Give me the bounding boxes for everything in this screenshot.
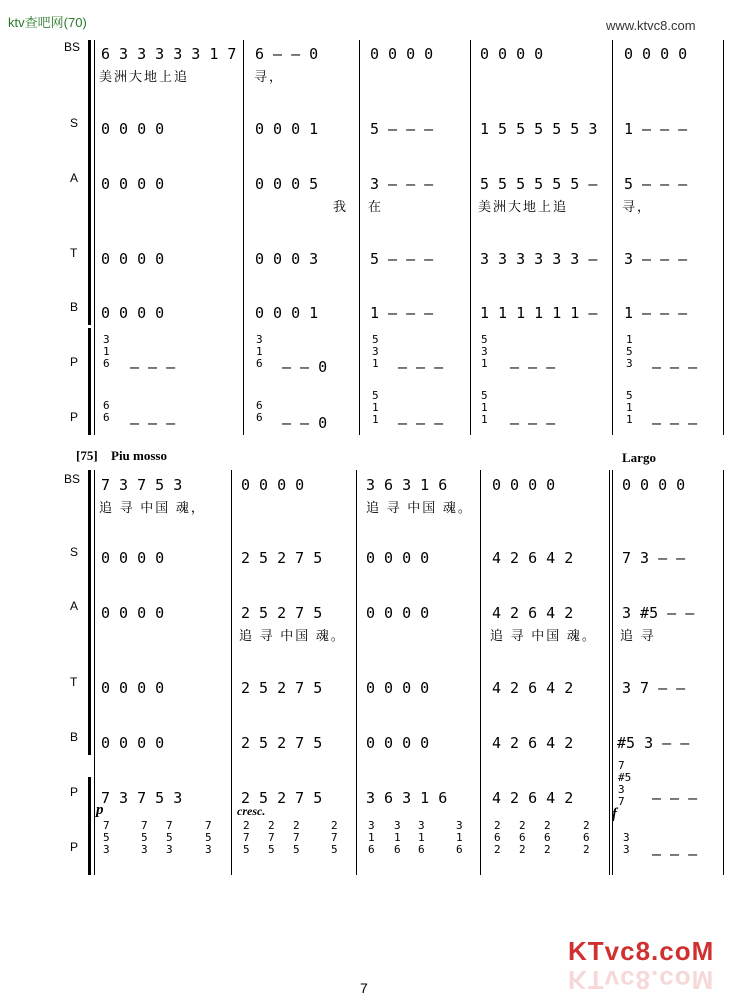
choir-bracket (88, 40, 91, 325)
t-measure-4: 3 3 3 3 3 3 – (480, 250, 598, 268)
part-label: P (70, 355, 79, 369)
p2-chord: 3 1 6 (418, 819, 425, 856)
t-measure-2: 0 0 0 3 (255, 250, 319, 268)
s-measure-5: 1 – – – (624, 120, 688, 138)
barline (723, 40, 724, 435)
barline (359, 40, 360, 435)
p1-measure-1: 7 3 7 5 3 (101, 789, 183, 807)
a-lyric: 追 寻 中国 魂。 (490, 628, 597, 643)
bs-lyric: 追 寻 中国 魂。 (366, 500, 473, 515)
a-lyric: 美洲大地上追 (478, 199, 569, 214)
bs-lyric: 美洲大地上追 (99, 69, 190, 84)
a-measure-3: 0 0 0 0 (366, 604, 430, 622)
s-measure-2: 2 5 2 7 5 (241, 549, 323, 567)
b-measure-4: 1 1 1 1 1 1 – (480, 304, 598, 322)
bs-measure-3: 0 0 0 0 (370, 45, 434, 63)
p1-measure-4: 4 2 6 4 2 (492, 789, 574, 807)
p2-chord: 2 7 5 (331, 819, 338, 856)
a-measure-4: 4 2 6 4 2 (492, 604, 574, 622)
b-measure-2: 0 0 0 1 (255, 304, 319, 322)
p2-measure-5: – – – (652, 845, 698, 863)
t-measure-3: 5 – – – (370, 250, 434, 268)
system-line (94, 40, 95, 435)
bs-measure-1: 6 3 3 3 3 3 1 7 (101, 45, 237, 63)
t-measure-1: 0 0 0 0 (101, 250, 165, 268)
barline (609, 470, 610, 875)
p2-chord: 3 1 6 (456, 819, 463, 856)
part-label: P (70, 785, 79, 799)
barline (480, 470, 481, 875)
part-label: B (70, 730, 79, 744)
p2-chord: 3 3 (623, 831, 630, 856)
t-measure-5: 3 7 – – (622, 679, 686, 697)
bs-measure-5: 0 0 0 0 (624, 45, 688, 63)
a-lyric: 在 (368, 199, 384, 214)
dynamic-marking: cresc. (237, 804, 266, 818)
a-lyric: 我 (333, 199, 349, 214)
p1-measure-3: – – – (398, 358, 444, 376)
part-label: P (70, 410, 79, 424)
p2-chord: 2 6 2 (494, 819, 501, 856)
bs-measure-5: 0 0 0 0 (622, 476, 686, 494)
part-label: S (70, 545, 79, 559)
b-measure-1: 0 0 0 0 (101, 734, 165, 752)
t-measure-3: 0 0 0 0 (366, 679, 430, 697)
p1-measure-1: – – – (130, 358, 176, 376)
p2-chord: 2 6 2 (519, 819, 526, 856)
b-measure-3: 0 0 0 0 (366, 734, 430, 752)
p2-chord: 2 6 2 (544, 819, 551, 856)
p2-chord: 3 1 6 (368, 819, 375, 856)
part-label: T (70, 246, 78, 260)
t-measure-1: 0 0 0 0 (101, 679, 165, 697)
s-measure-3: 5 – – – (370, 120, 434, 138)
part-label: BS (64, 472, 81, 486)
p1-measure-2: – – 0 (282, 358, 328, 376)
choir-bracket (88, 470, 91, 755)
p2-chord: 2 7 5 (293, 819, 300, 856)
bs-measure-3: 3 6 3 1 6 (366, 476, 448, 494)
barline (612, 40, 613, 435)
t-measure-5: 3 – – – (624, 250, 688, 268)
system-line (94, 470, 95, 875)
a-measure-5: 3 #5 – – (622, 604, 695, 622)
a-measure-1: 0 0 0 0 (101, 604, 165, 622)
a-lyric: 追 寻 中国 魂。 (239, 628, 346, 643)
s-measure-4: 4 2 6 4 2 (492, 549, 574, 567)
site-logo-reflection: KTvc8.coM (568, 965, 715, 995)
p2-chord: 5 1 1 (481, 389, 488, 426)
b-measure-4: 4 2 6 4 2 (492, 734, 574, 752)
barline (243, 40, 244, 435)
bs-measure-4: 0 0 0 0 (480, 45, 544, 63)
a-lyric: 追 寻 (620, 628, 656, 643)
b-measure-2: 2 5 2 7 5 (241, 734, 323, 752)
p1-chord: 5 3 1 (481, 333, 488, 370)
p2-chord: 3 1 6 (394, 819, 401, 856)
p1-measure-5: – – – (652, 358, 698, 376)
a-measure-1: 0 0 0 0 (101, 175, 165, 193)
bs-measure-2: 6 – – 0 (255, 45, 319, 63)
bs-lyric: 追 寻 中国 魂， (99, 500, 206, 515)
p1-chord: 1 5 3 (626, 333, 633, 370)
p2-chord: 2 6 2 (583, 819, 590, 856)
dynamic-marking: f (612, 806, 617, 822)
p1-chord: 3 1 6 (256, 333, 263, 370)
b-measure-1: 0 0 0 0 (101, 304, 165, 322)
p2-measure-4: – – – (510, 414, 556, 432)
p1-measure-4: – – – (510, 358, 556, 376)
barline (231, 470, 232, 875)
bs-measure-1: 7 3 7 5 3 (101, 476, 183, 494)
bs-lyric: 寻， (254, 69, 285, 84)
p2-chord: 5 1 1 (372, 389, 379, 426)
p2-chord: 6 6 (103, 399, 110, 424)
barline (470, 40, 471, 435)
part-label: S (70, 116, 79, 130)
s-measure-3: 0 0 0 0 (366, 549, 430, 567)
tempo-marking: Piu mosso (111, 448, 167, 463)
part-label: BS (64, 40, 81, 54)
bs-measure-4: 0 0 0 0 (492, 476, 556, 494)
p2-chord: 5 1 1 (626, 389, 633, 426)
b-measure-5: 1 – – – (624, 304, 688, 322)
piano-bracket (88, 328, 91, 435)
page-number: 7 (360, 980, 368, 996)
p2-measure-2: – – 0 (282, 414, 328, 432)
p1-measure-2: 2 5 2 7 5 (241, 789, 323, 807)
site-logo: KTvc8.coM (568, 936, 715, 966)
p1-chord: 3 1 6 (103, 333, 110, 370)
a-lyric: 寻， (622, 199, 653, 214)
part-label: A (70, 171, 79, 185)
p2-measure-5: – – – (652, 414, 698, 432)
part-label: A (70, 599, 79, 613)
p2-chord: 7 5 3 (205, 819, 212, 856)
dynamic-marking: p (96, 802, 104, 818)
a-measure-2: 2 5 2 7 5 (241, 604, 323, 622)
s-measure-5: 7 3 – – (622, 549, 686, 567)
p1-chord: 7 #5 3 7 (618, 759, 632, 808)
b-measure-5: #5 3 – – (617, 734, 690, 752)
p1-chord: 5 3 1 (372, 333, 379, 370)
s-measure-2: 0 0 0 1 (255, 120, 319, 138)
b-measure-3: 1 – – – (370, 304, 434, 322)
barline (356, 470, 357, 875)
a-measure-5: 5 – – – (624, 175, 688, 193)
p2-chord: 7 5 3 (141, 819, 148, 856)
measure-number: [75] (76, 448, 98, 463)
site-watermark-left: ktv查吧网(70) (8, 15, 87, 30)
a-measure-4: 5 5 5 5 5 5 – (480, 175, 598, 193)
bs-measure-2: 0 0 0 0 (241, 476, 305, 494)
part-label: B (70, 300, 79, 314)
p2-measure-3: – – – (398, 414, 444, 432)
p2-chord: 7 5 3 (103, 819, 110, 856)
s-measure-1: 0 0 0 0 (101, 549, 165, 567)
piano-bracket (88, 777, 91, 875)
part-label: T (70, 675, 78, 689)
site-url: www.ktvc8.com (606, 18, 696, 33)
s-measure-1: 0 0 0 0 (101, 120, 165, 138)
t-measure-2: 2 5 2 7 5 (241, 679, 323, 697)
p2-measure-1: – – – (130, 414, 176, 432)
barline (723, 470, 724, 875)
part-label: P (70, 840, 79, 854)
p2-chord: 2 7 5 (268, 819, 275, 856)
a-measure-3: 3 – – – (370, 175, 434, 193)
t-measure-4: 4 2 6 4 2 (492, 679, 574, 697)
p1-measure-5: – – – (652, 789, 698, 807)
p2-chord: 6 6 (256, 399, 263, 424)
tempo-marking: Largo (622, 450, 656, 465)
p1-measure-3: 3 6 3 1 6 (366, 789, 448, 807)
a-measure-2: 0 0 0 5 (255, 175, 319, 193)
s-measure-4: 1 5 5 5 5 5 3 (480, 120, 598, 138)
p2-chord: 2 7 5 (243, 819, 250, 856)
p2-chord: 7 5 3 (166, 819, 173, 856)
